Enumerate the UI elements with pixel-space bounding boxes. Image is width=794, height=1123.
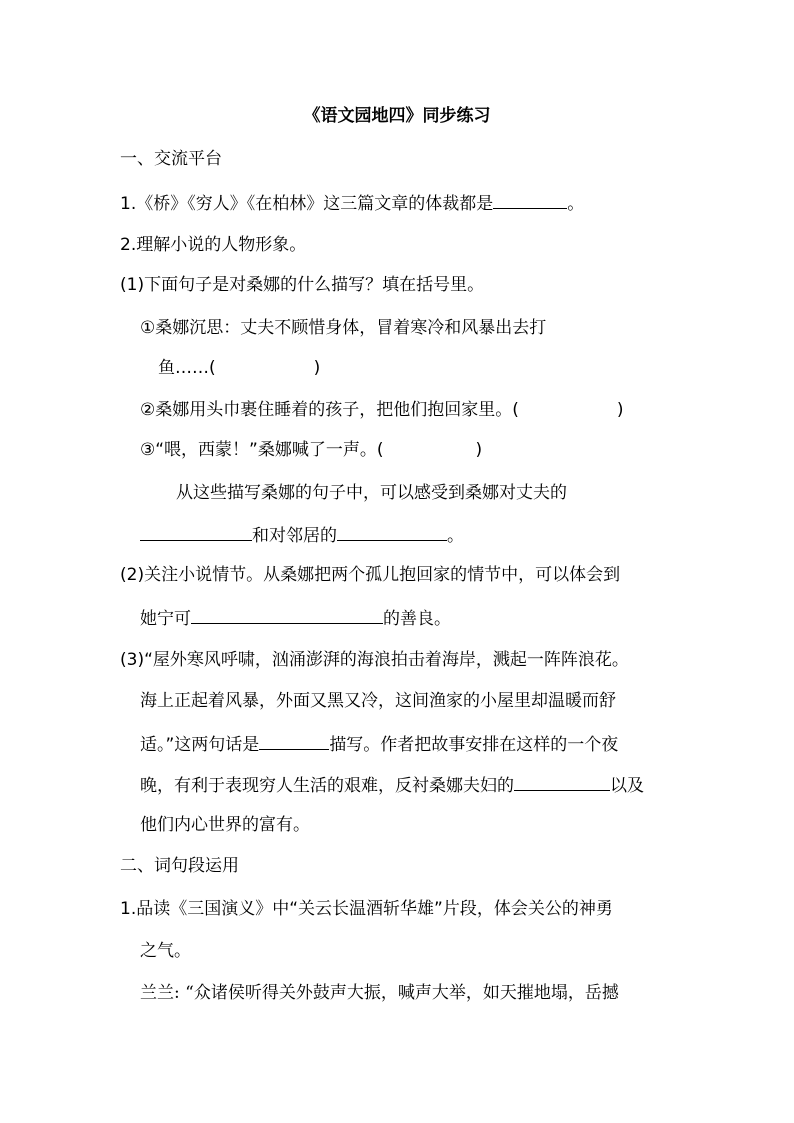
question-2-sub3-line-1: (3)“屋外寒风呼啸，汹涌澎湃的海浪拍击着海岸，溅起一阵阵浪花。	[120, 650, 629, 670]
close-paren: )	[616, 400, 624, 420]
close-paren: )	[313, 358, 321, 378]
question-1-text: 1.《桥》《穷人》《在柏林》这三篇文章的体裁都是	[120, 194, 494, 214]
item-1-text: 鱼……(	[158, 358, 216, 378]
sub2-start: 她宁可	[140, 609, 191, 629]
item-3	[140, 438, 482, 462]
answer-blank[interactable]	[337, 522, 447, 541]
question-1-end: 。	[567, 194, 585, 214]
speaker-label: 兰兰:	[140, 983, 180, 1003]
question-2-sub3-line-4	[140, 772, 644, 798]
sub3-line4-start: 晚，有利于表现穷人生活的艰难，反衬桑娜夫妇的	[140, 776, 514, 796]
answer-blank[interactable]	[514, 772, 610, 791]
item-2-text: ②桑娜用头巾裹住睡着的孩子，把他们抱回家里。(	[140, 400, 519, 420]
question-2-sub3-line-2: 海上正起着风暴，外面又黑又冷，这间渔家的小屋里却温暖而舒	[140, 691, 616, 711]
question-2-sub3-line-5: 他们内心世界的富有。	[140, 815, 310, 835]
question-2-sub3-line-3	[140, 731, 618, 757]
quote-line	[140, 981, 619, 1005]
item-2	[140, 398, 624, 422]
quote-text: “众诸侯听得关外鼓声大振，喊声大举，如天摧地塌，岳撼	[179, 983, 619, 1003]
section2-question-1-line-2: 之气。	[140, 941, 191, 961]
item-1-line-2	[158, 356, 320, 380]
summary-line-2	[140, 522, 464, 548]
sub2-end: 的善良。	[383, 609, 451, 629]
summary-mid: 和对邻居的	[252, 526, 337, 546]
section2-question-1-line-1: 1.品读《三国演义》中“关云长温酒斩华雄”片段，体会关公的神勇	[120, 899, 613, 919]
close-paren: )	[475, 440, 483, 460]
answer-blank[interactable]	[191, 605, 383, 624]
question-2-sub1: (1)下面句子是对桑娜的什么描写？填在括号里。	[120, 275, 485, 295]
sub3-line3-start: 适。”这两句话是	[140, 735, 260, 755]
question-2: 2.理解小说的人物形象。	[120, 235, 307, 255]
page-title: 《语文园地四》同步练习	[303, 106, 491, 126]
sub3-line3-end: 描写。作者把故事安排在这样的一个夜	[329, 735, 619, 755]
answer-blank[interactable]	[259, 731, 329, 750]
summary-line-1: 从这些描写桑娜的句子中，可以感受到桑娜对丈夫的	[176, 483, 567, 503]
section-heading-1: 一、交流平台	[120, 149, 222, 169]
item-1-line-1: ①桑娜沉思：丈夫不顾惜身体，冒着寒冷和风暴出去打	[140, 318, 547, 338]
question-2-sub2-line-2	[140, 605, 451, 631]
section-heading-2: 二、词句段运用	[120, 856, 239, 876]
answer-blank[interactable]	[140, 522, 252, 541]
question-1	[120, 190, 584, 216]
answer-blank[interactable]	[493, 190, 567, 209]
question-2-sub2-line-1: (2)关注小说情节。从桑娜把两个孤儿抱回家的情节中，可以体会到	[120, 565, 621, 585]
sub3-line4-end: 以及	[610, 776, 644, 796]
summary-end: 。	[447, 526, 464, 546]
item-3-text: ③“喂，西蒙！”桑娜喊了一声。(	[140, 440, 384, 460]
